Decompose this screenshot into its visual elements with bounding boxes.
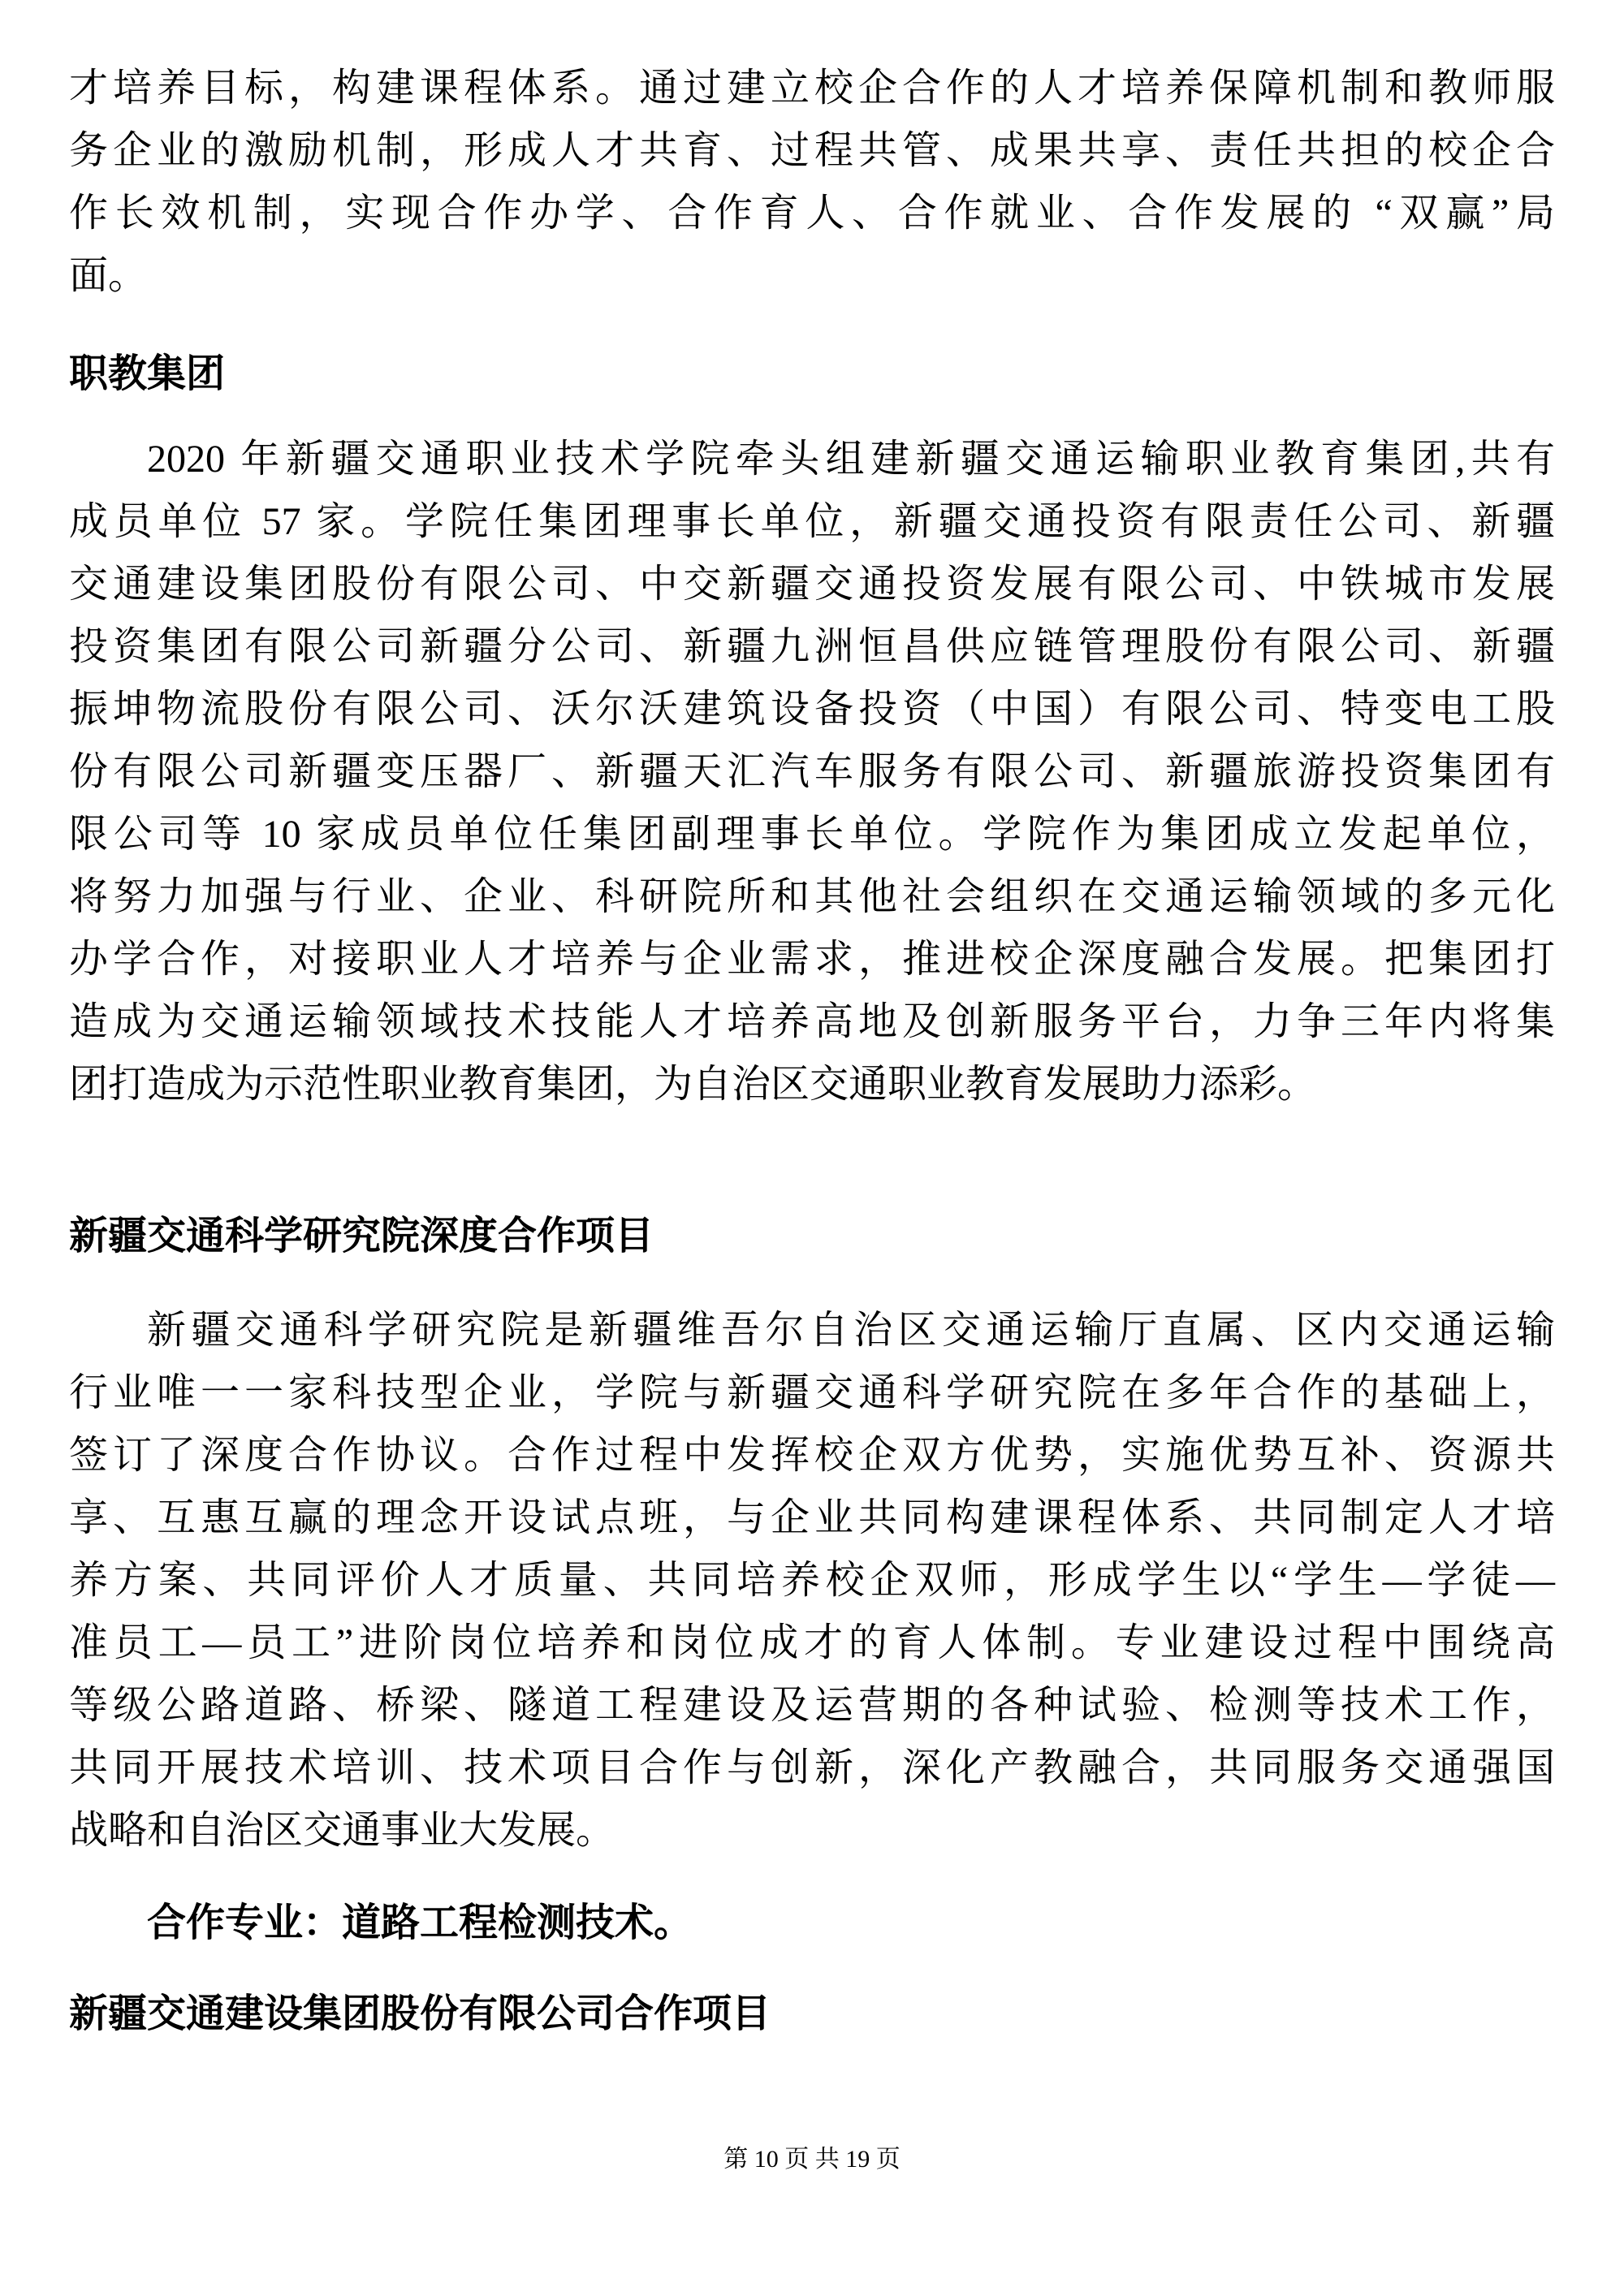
paragraph-continuation — [69, 57, 1555, 307]
text-line: 投资集团有限公司新疆分公司、新疆九洲恒昌供应链管理股份有限公司、新疆 — [69, 625, 1555, 668]
text-line: 成员单位 57 家。学院任集团理事长单位，新疆交通投资有限责任公司、新疆 — [69, 500, 1555, 543]
paragraph-research-institute-project — [69, 1299, 1555, 1862]
text-line: 办学合作，对接职业人才培养与企业需求，推进校企深度融合发展。把集团打 — [69, 938, 1555, 981]
text-line: 战略和自治区交通事业大发展。 — [69, 1809, 615, 1852]
text-line: 准员工—员工”进阶岗位培养和岗位成才的育人体制。专业建设过程中围绕高 — [69, 1621, 1555, 1664]
text-line: 作长效机制，实现合作办学、合作育人、合作就业、合作发展的 “双赢”局 — [69, 192, 1555, 235]
heading-research-institute-project: 新疆交通科学研究院深度合作项目 — [69, 1215, 654, 1258]
text-line: 签订了深度合作协议。合作过程中发挥校企双方优势，实施优势互补、资源共 — [69, 1434, 1555, 1477]
text-line: 2020 年新疆交通职业技术学院牵头组建新疆交通运输职业教育集团,共有 — [147, 438, 1555, 481]
text-line: 行业唯一一家科技型企业，学院与新疆交通科学研究院在多年合作的基础上， — [69, 1371, 1555, 1414]
paragraph-vocational-education-group — [69, 428, 1555, 1116]
text-line: 享、互惠互赢的理念开设试点班，与企业共同构建课程体系、共同制定人才培 — [69, 1496, 1555, 1539]
text-line: 振坤物流股份有限公司、沃尔沃建筑设备投资（中国）有限公司、特变电工股 — [69, 688, 1555, 731]
text-line: 造成为交通运输领域技术技能人才培养高地及创新服务平台，力争三年内将集 — [69, 1000, 1555, 1043]
line-cooperation-majors: 合作专业：道路工程检测技术。 — [147, 1901, 693, 1944]
page-number-footer: 第 10 页 共 19 页 — [723, 2146, 901, 2173]
text-line: 份有限公司新疆变压器厂、新疆天汇汽车服务有限公司、新疆旅游投资集团有 — [69, 750, 1555, 793]
text-line: 限公司等 10 家成员单位任集团副理事长单位。学院作为集团成立发起单位， — [69, 813, 1555, 856]
text-line: 等级公路道路、桥梁、隧道工程建设及运营期的各种试验、检测等技术工作， — [69, 1684, 1555, 1727]
text-line: 交通建设集团股份有限公司、中交新疆交通投资发展有限公司、中铁城市发展 — [69, 563, 1555, 606]
heading-construction-group-project: 新疆交通建设集团股份有限公司合作项目 — [69, 1992, 771, 2035]
text-line: 务企业的激励机制，形成人才共育、过程共管、成果共享、责任共担的校企合 — [69, 129, 1555, 172]
text-line: 将努力加强与行业、企业、科研院所和其他社会组织在交通运输领域的多元化 — [69, 875, 1555, 918]
text-line: 新疆交通科学研究院是新疆维吾尔自治区交通运输厅直属、区内交通运输 — [147, 1309, 1555, 1352]
text-line: 团打造成为示范性职业教育集团，为自治区交通职业教育发展助力添彩。 — [69, 1063, 1317, 1106]
text-line: 才培养目标，构建课程体系。通过建立校企合作的人才培养保障机制和教师服 — [69, 67, 1555, 110]
text-line: 养方案、共同评价人才质量、共同培养校企双师，形成学生以“学生—学徒— — [69, 1559, 1555, 1602]
heading-vocational-education-group: 职教集团 — [69, 352, 226, 395]
text-line: 共同开展技术培训、技术项目合作与创新，深化产教融合，共同服务交通强国 — [69, 1746, 1555, 1789]
text-line: 面。 — [69, 254, 148, 297]
